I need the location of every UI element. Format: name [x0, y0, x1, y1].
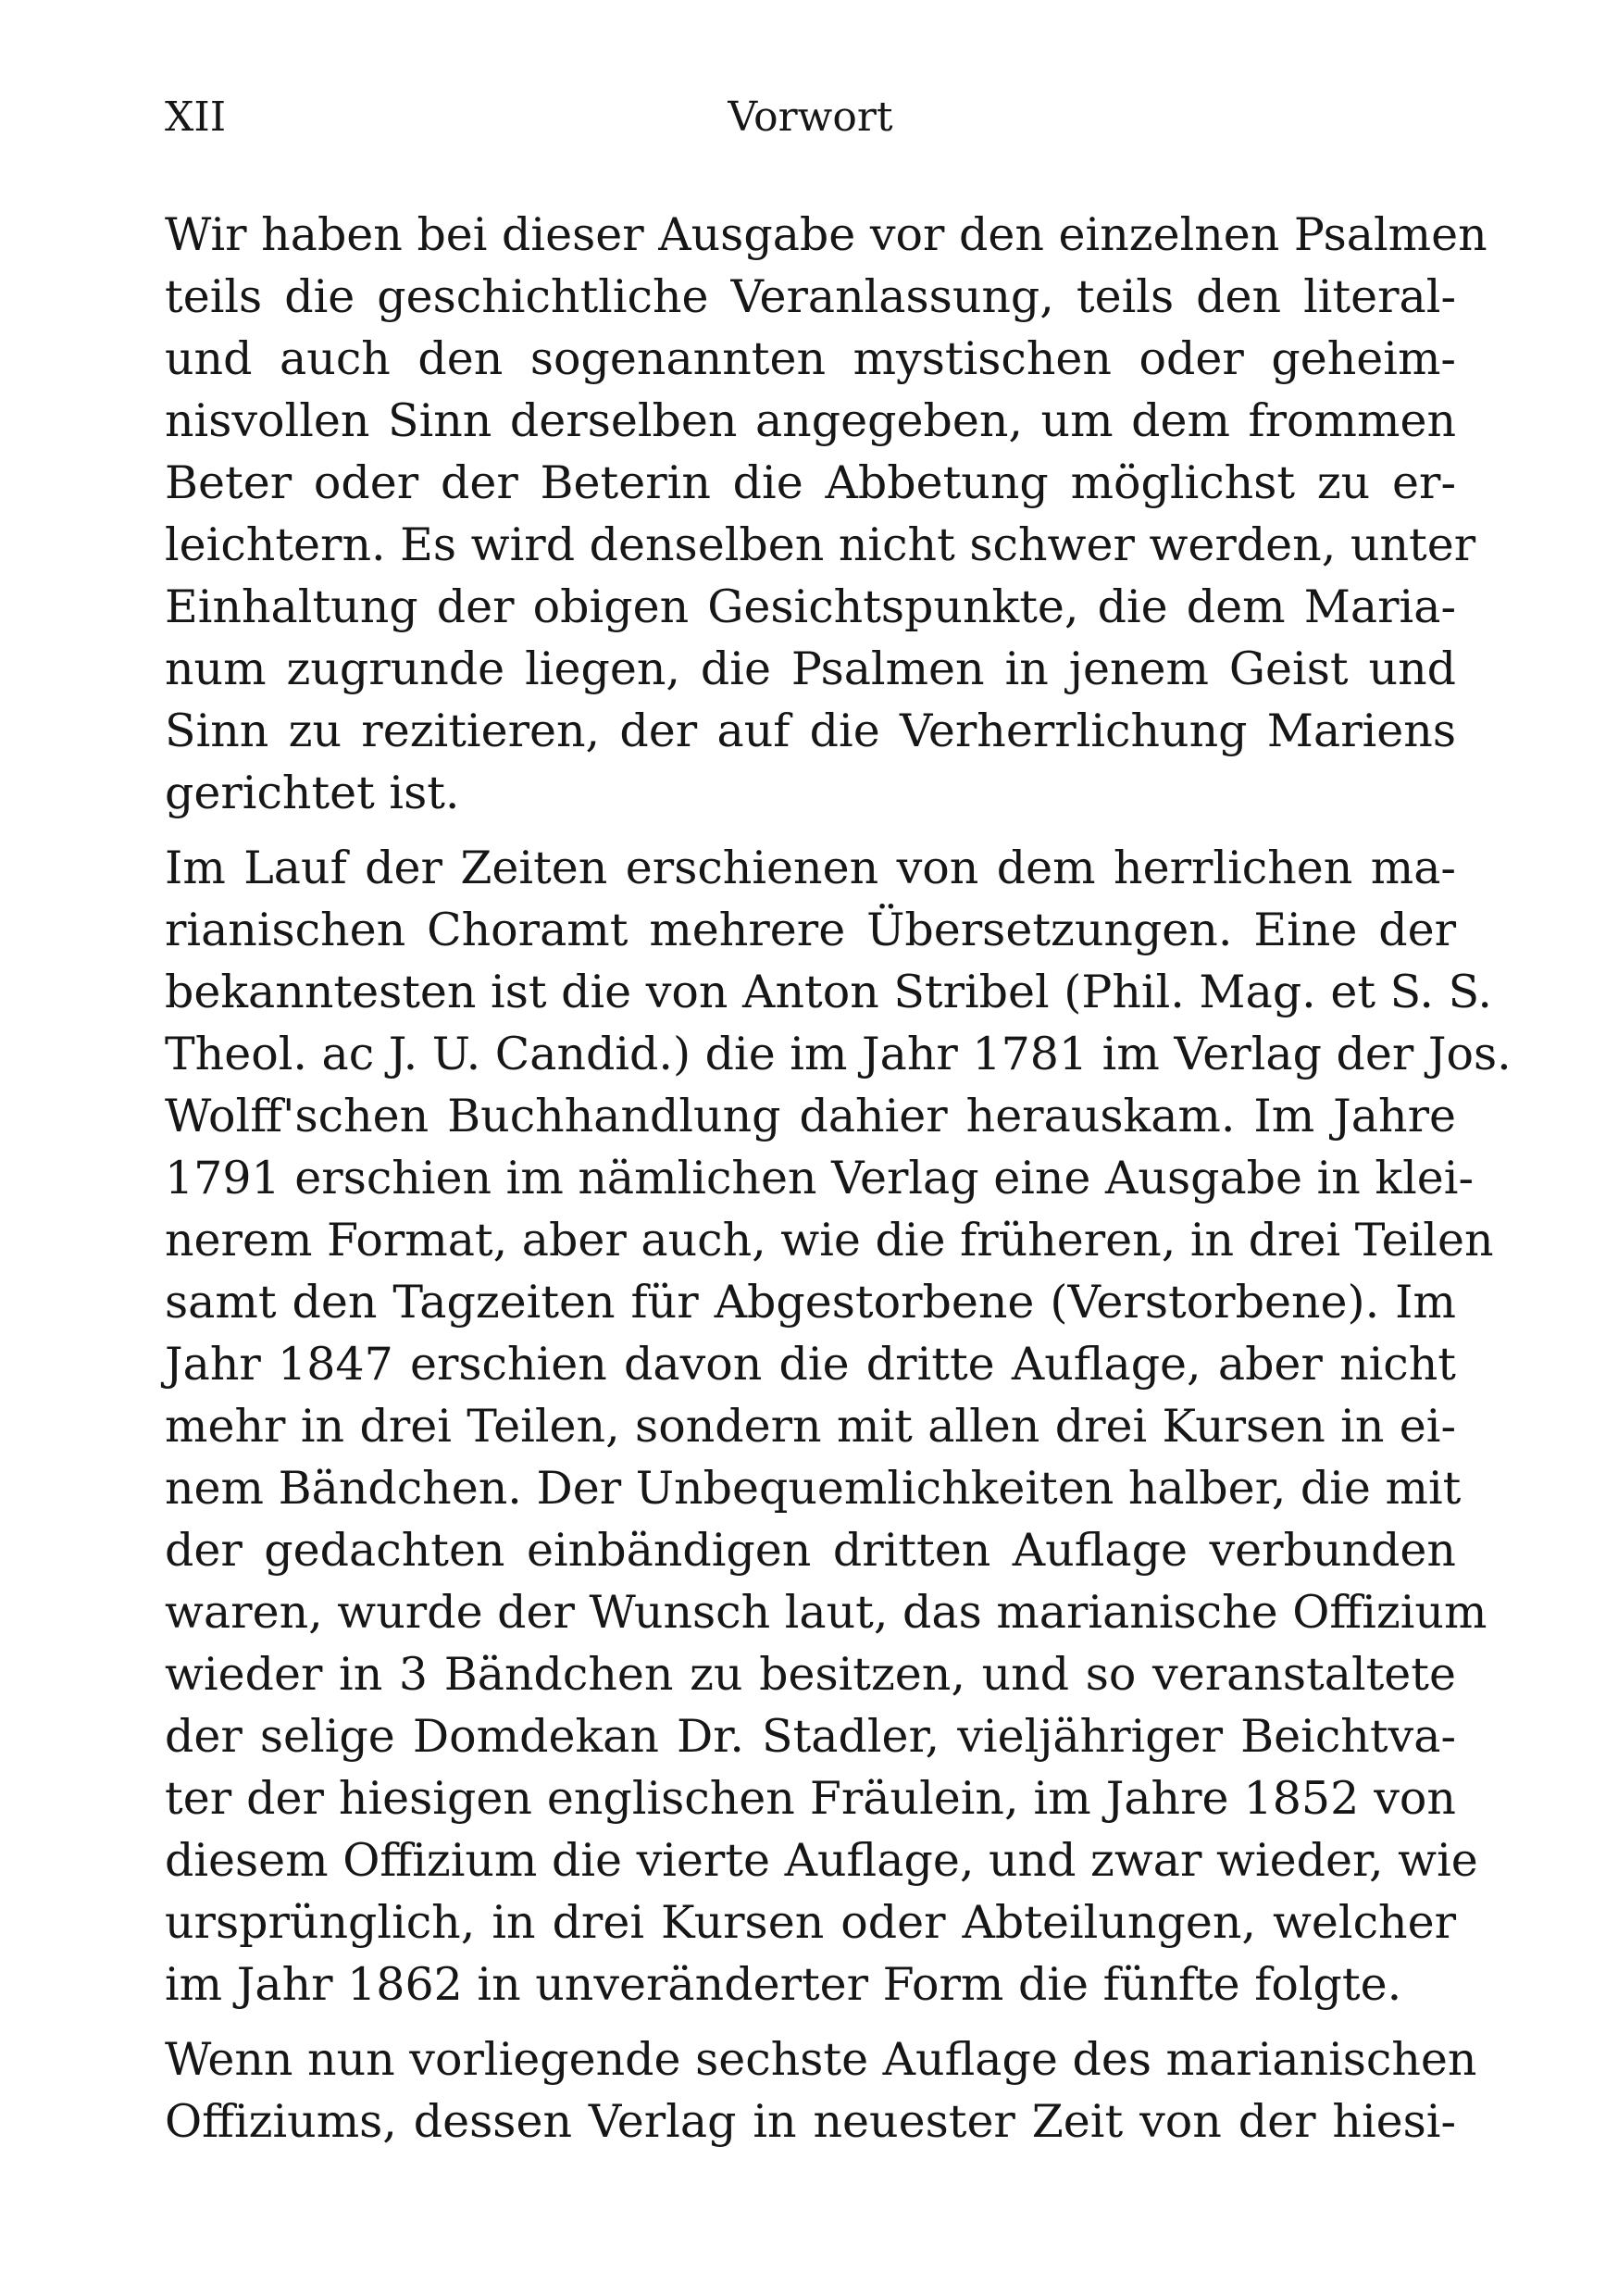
text-line: Sinn zu rezitieren, der auf die Verherrlichung Mariens	[165, 705, 1456, 757]
header-title: Vorwort	[728, 94, 893, 141]
text-line: teils die geschichtliche Veranlassung, teils den literal-	[165, 270, 1456, 323]
running-header	[165, 85, 1456, 150]
text-line: Theol. ac J. U. Candid.) die im Jahr 1781 im Verlag der Jos.	[165, 1028, 1512, 1080]
text-line: wieder in 3 Bändchen zu besitzen, und so veranstaltete	[165, 1648, 1456, 1701]
text-line: 1791 erschien im nämlichen Verlag eine Ausgabe in klei-	[165, 1152, 1475, 1204]
page-number: XII	[165, 94, 227, 141]
text-line: Im Lauf der Zeiten erschienen von dem herrlichen ma-	[165, 842, 1456, 894]
text-line: waren, wurde der Wunsch laut, das marianische Offizium	[165, 1586, 1487, 1639]
text-line: rianischen Choramt mehrere Übersetzungen. Eine der	[165, 904, 1456, 956]
text-line: im Jahr 1862 in unveränderter Form die fünfte folgte.	[165, 1958, 1402, 2011]
paragraph-1	[165, 204, 1487, 824]
text-line: ursprünglich, in drei Kursen oder Abteilungen, welcher	[165, 1896, 1456, 1949]
text-line: der gedachten einbändigen dritten Auflage verbunden	[165, 1524, 1456, 1577]
text-line: num zugrunde liegen, die Psalmen in jenem Geist und	[165, 643, 1456, 695]
text-line: nerem Format, aber auch, wie die früheren, in drei Teilen	[165, 1214, 1494, 1267]
text-line: nisvollen Sinn derselben angegeben, um dem frommen	[165, 394, 1456, 447]
text-line: Offiziums, dessen Verlag in neuester Zeit von der hiesi-	[165, 2095, 1456, 2148]
text-line: ter der hiesigen englischen Fräulein, im Jahre 1852 von	[165, 1772, 1456, 1825]
text-line: samt den Tagzeiten für Abgestorbene (Verstorbene). Im	[165, 1276, 1456, 1329]
text-line: und auch den sogenannten mystischen oder geheim-	[165, 332, 1456, 385]
text-line: Wir haben bei dieser Ausgabe vor den einzelnen Psalmen	[165, 208, 1487, 261]
text-line: Wenn nun vorliegende sechste Auflage des marianischen	[165, 2033, 1477, 2086]
text-line: Jahr 1847 erschien davon die dritte Auflage, aber nicht	[165, 1338, 1456, 1391]
text-line: nem Bändchen. Der Unbequemlichkeiten halber, die mit	[165, 1462, 1462, 1515]
text-line: Beter oder der Beterin die Abbetung möglichst zu er-	[165, 456, 1456, 509]
text-line: mehr in drei Teilen, sondern mit allen drei Kursen in ei-	[165, 1400, 1456, 1453]
text-line: leichtern. Es wird denselben nicht schwer werden, unter	[165, 518, 1476, 571]
text-line: Wolff'schen Buchhandlung dahier herauskam. Im Jahre	[165, 1090, 1456, 1142]
text-line: der selige Domdekan Dr. Stadler, vieljähriger Beichtva-	[165, 1710, 1456, 1763]
text-line: Einhaltung der obigen Gesichtspunkte, die dem Maria-	[165, 580, 1456, 633]
text-line: gerichtet ist.	[165, 767, 460, 819]
paragraph-2	[165, 837, 1512, 2015]
text-line: bekanntesten ist die von Anton Stribel (Phil. Mag. et S. S.	[165, 966, 1492, 1018]
paragraph-3	[165, 2028, 1477, 2152]
text-line: diesem Offizium die vierte Auflage, und zwar wieder, wie	[165, 1834, 1478, 1887]
body-text	[165, 204, 1512, 2165]
